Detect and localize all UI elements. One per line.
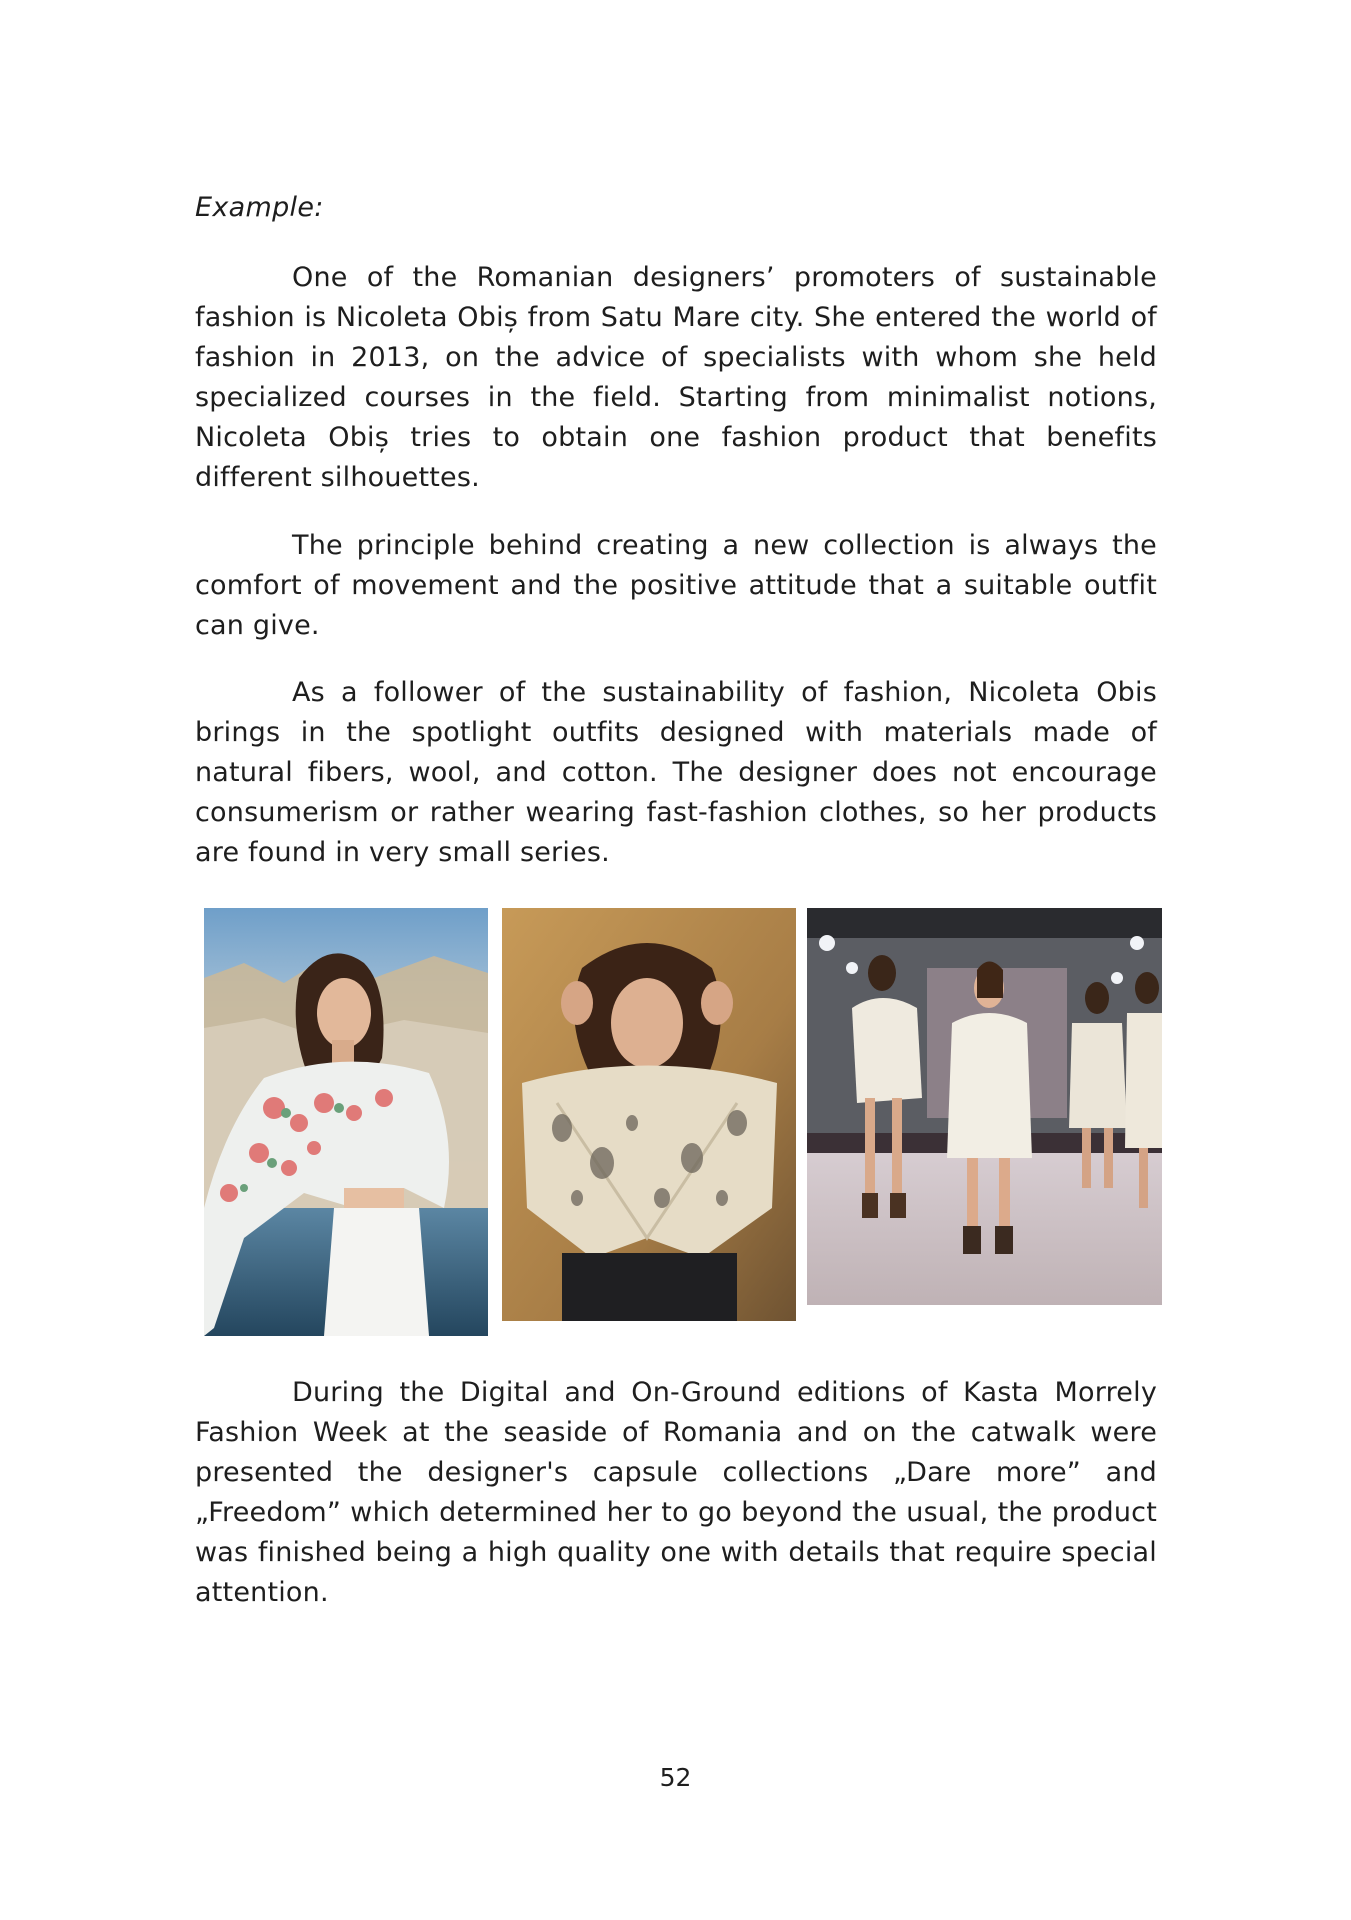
paragraph-designer-intro: One of the Romanian designers’ promoters of sustainable fashion is Nicoleta Obiș from Satu Mare city. She entered the world of fashion in 2013, on the advice of specialists with whom she held specialized courses in the field. Starting from minimalist notions, Nicoleta Obiș tries to obtain one fashion product that benefits different silhouettes. — [195, 262, 1157, 493]
photo-floral-cape-model — [204, 908, 488, 1336]
paragraph-fashion-week: During the Digital and On-Ground editions of Kasta Morrely Fashion Week at the seaside of Romania and on the catwalk were presented the designer's capsule collections „Dare more” and „Freedom” which determined her to go beyond the usual, the product was finished being a high quality one with details that require special attention. — [195, 1377, 1157, 1608]
paragraph-collection-principle: The principle behind creating a new collection is always the comfort of movement and the positive attitude that a suitable outfit can give. — [195, 530, 1157, 641]
paragraph-sustainability: As a follower of the sustainability of fashion, Nicoleta Obis brings in the spotlight outfits designed with materials made of natural fibers, wool, and cotton. The designer does not encourage consumerism or rather wearing fast-fashion clothes, so her products are found in very small series. — [195, 677, 1157, 868]
page-number: 52 — [659, 1763, 692, 1792]
photo-catwalk-show — [807, 908, 1162, 1305]
example-heading: Example: — [195, 192, 324, 223]
photo-wool-shawl-model — [502, 908, 796, 1321]
